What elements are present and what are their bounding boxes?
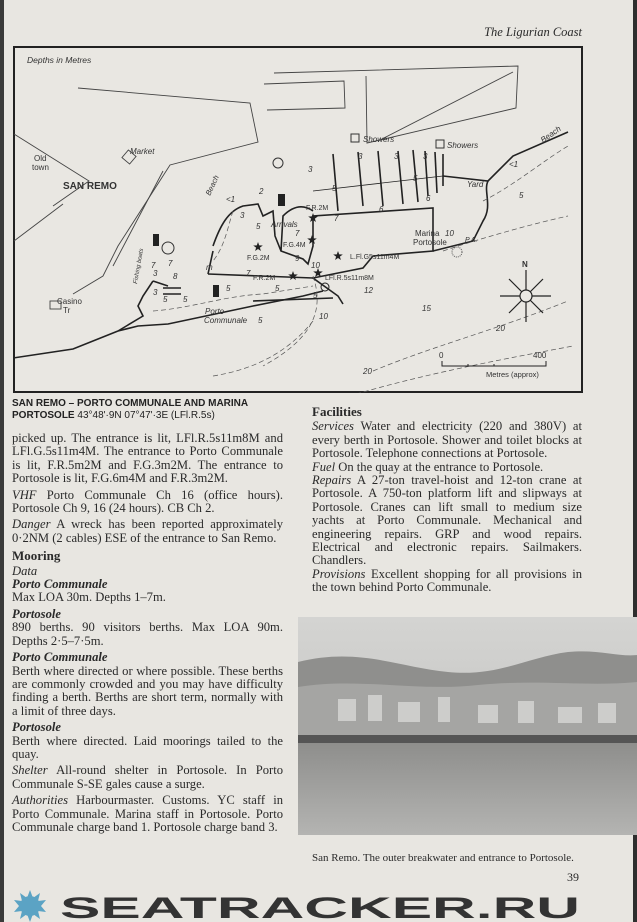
showers-label: Showers [363,135,395,144]
watermark-text: SEATRACKER.RU [60,892,580,922]
old-town-label: Old [34,154,47,163]
casino-label: Casino [57,297,82,306]
svg-text:3: 3 [153,269,158,278]
showers-label: Showers [447,141,479,150]
svg-text:3: 3 [153,288,158,297]
page-edge-shadow [0,0,4,922]
data-label-text: Data [12,563,38,578]
svg-text:20: 20 [363,367,372,376]
services-text: Water and electricity (220 and 380V) at every berth in Portosole. Shower and toilet blocks at Portosole. Telephone connections at Portosole. [312,419,582,461]
beach-label: Beach [203,173,221,197]
svg-text:20: 20 [496,324,505,333]
svg-text:5: 5 [519,191,524,200]
yard-label: Yard [467,180,484,189]
svg-text:5: 5 [332,184,337,193]
old-town-label: town [32,163,49,172]
fishing-boats-label: Fishing boats [133,248,146,285]
fuel-label: Fuel [312,459,336,474]
prohibited-anchorage-label: P.A. [465,237,478,244]
svg-text:6: 6 [379,205,384,214]
svg-text:6: 6 [426,194,431,203]
provisions-label: Provisions [312,566,366,581]
repairs-label: Repairs [312,473,352,488]
harbour-plan-map [13,46,583,393]
light-label: F.G.4M [283,242,306,249]
svg-text:5: 5 [275,284,280,293]
svg-text:<1: <1 [509,160,519,169]
breakwater [298,735,637,743]
svg-text:9: 9 [295,254,300,263]
entrance-lights-paragraph: picked up. The entrance is lit, LFl.R.5s11m8M and LFl.G.5s11m4M. The entrance to Porto Communale is lit, F.R.5m2M and F.G.3m2M. The entrance to Portosole is lit, F.G.6m4M and F.R.3m2M. [12,431,283,486]
svg-text:7: 7 [151,261,156,270]
svg-text:7: 7 [334,214,339,223]
svg-text:5: 5 [258,316,263,325]
subheading: Porto Communale [12,650,108,665]
svg-text:10: 10 [311,261,320,270]
shelter-text: All-round shelter in Portosole. In Porto Communale S-SE gales cause a surge. [12,763,283,791]
svg-text:7: 7 [295,229,300,238]
svg-text:5: 5 [413,174,418,183]
sea [298,743,637,835]
svg-text:5: 5 [226,284,231,293]
subheading: Porto Communale [12,577,108,592]
porto-communale-label: Porto [205,307,225,316]
data-label [12,565,283,578]
right-text-column [312,401,582,595]
subheading: Portosole [12,720,61,735]
scale-max: 400 [533,351,547,360]
light-label: F.G.2M [247,255,270,262]
svg-text:2: 2 [259,187,264,196]
facilities-heading: Facilities [312,404,362,419]
marina-portosole-label: Marina [415,229,440,238]
chart-caption-coords: 43°48'·9N 07°47'·3E (LFl.R.5s) [77,410,215,421]
mooring-heading: Mooring [12,548,61,564]
shelter-label: Shelter [12,763,48,778]
repairs-text: A 27-ton travel-hoist and 12-ton crane at Portosole. A 750-ton platform lift and slipways at Portosole. Cranes can lift small to medium size yachts at Porto Communale. Mechanical and engineering repairs. GRP and wood repairs. Electrical and electronic repairs. Sailmakers. Chandlers. [312,473,582,568]
svg-text:5: 5 [256,222,261,231]
porto-communale-berthing: Berth where directed or where possible. These berths are commonly crowded and you may have difficulty finding a berth. Berths are short term, normally with a limit of three days. [12,663,283,718]
map-frame [14,47,582,392]
svg-text:15: 15 [422,304,431,313]
svg-text:7: 7 [246,269,251,278]
fuel-icon [153,234,159,246]
danger-label: Danger [12,517,51,532]
danger-text: A wreck has been reported approximately 0·2NM (2 cables) ESE of the entrance to San Remo. [12,517,283,545]
sunburst-logo-icon [14,890,46,922]
services-label: Services [312,419,354,434]
fuel-text: On the quay at the entrance to Portosole. [335,459,544,474]
vhf-paragraph [12,489,283,516]
chart-caption-title: SAN REMO – PORTO COMMUNALE AND MARINA PORTOSOLE [12,398,248,421]
svg-text:5: 5 [313,291,318,300]
m-label: m [206,263,213,272]
svg-text:3: 3 [394,152,399,161]
svg-text:7: 7 [168,259,173,268]
porto-communale-label: Communale [204,316,248,325]
services-paragraph [312,420,582,460]
svg-text:3: 3 [240,211,245,220]
chart-caption [12,398,302,422]
left-text-column [12,432,283,837]
light-label: LFl.R.5s11m8M [325,275,374,282]
svg-text:10: 10 [319,312,328,321]
page-number: 39 [567,870,579,884]
marina-portosole-label: Portosole [413,238,447,247]
watermark [0,889,637,922]
arrivals-label: Arrivals [271,220,298,229]
shelter-paragraph [12,764,283,791]
subheading: Portosole [12,606,61,621]
svg-text:5: 5 [183,295,188,304]
tr-label: Tr [63,306,71,315]
provisions-paragraph [312,568,582,595]
portosole-berthing: Berth where directed. Laid moorings tailed to the quay. [12,733,283,761]
market-label: Market [130,147,155,156]
porto-communale-data: Max LOA 30m. Depths 1–7m. [12,590,166,605]
light-label: L.Fl.G5s11m4M [350,254,400,261]
svg-text:3: 3 [358,152,363,161]
svg-text:8: 8 [173,272,178,281]
vhf-label: VHF [12,487,37,502]
fuel-paragraph [312,461,582,474]
authorities-text: Harbourmaster. Customs. YC staff in Porto Communale. Marina staff in Portosole. Porto Communale charge band 1. Portosole charge band 3. [12,793,283,834]
photo-caption: San Remo. The outer breakwater and entrance to Portosole. [312,852,574,864]
fuel-icon [213,285,219,297]
running-head: The Ligurian Coast [484,25,582,39]
authorities-label: Authorities [12,793,68,808]
san-remo-label: SAN REMO [63,181,117,192]
provisions-text: Excellent shopping for all provisions in the town behind Porto Communale. [312,566,582,595]
portosole-data: 890 berths. 90 visitors berths. Max LOA 90m. Depths 2·5–7·5m. [12,620,283,648]
beach-label: Beach [538,124,563,145]
fuel-icon [278,194,285,206]
depths-note: Depths in Metres [27,55,92,65]
scale-zero: 0 [439,351,444,360]
harbour-photo [298,617,637,835]
light-label: F.R.2M [253,275,276,282]
danger-paragraph [12,518,283,545]
svg-text:<1: <1 [226,195,236,204]
vhf-text: Porto Communale Ch 16 (office hours). Portosole Ch 9, 16 (24 hours). CB Ch 2. [12,487,283,516]
svg-text:5: 5 [163,295,168,304]
svg-text:12: 12 [364,286,373,295]
north-label: N [522,260,528,269]
svg-text:3: 3 [308,165,313,174]
svg-text:10: 10 [445,229,454,238]
authorities-paragraph [12,794,283,834]
light-label: F.R.2M [306,205,329,212]
svg-text:3: 3 [423,152,428,161]
scale-units: Metres (approx) [486,370,539,379]
repairs-paragraph [312,474,582,568]
